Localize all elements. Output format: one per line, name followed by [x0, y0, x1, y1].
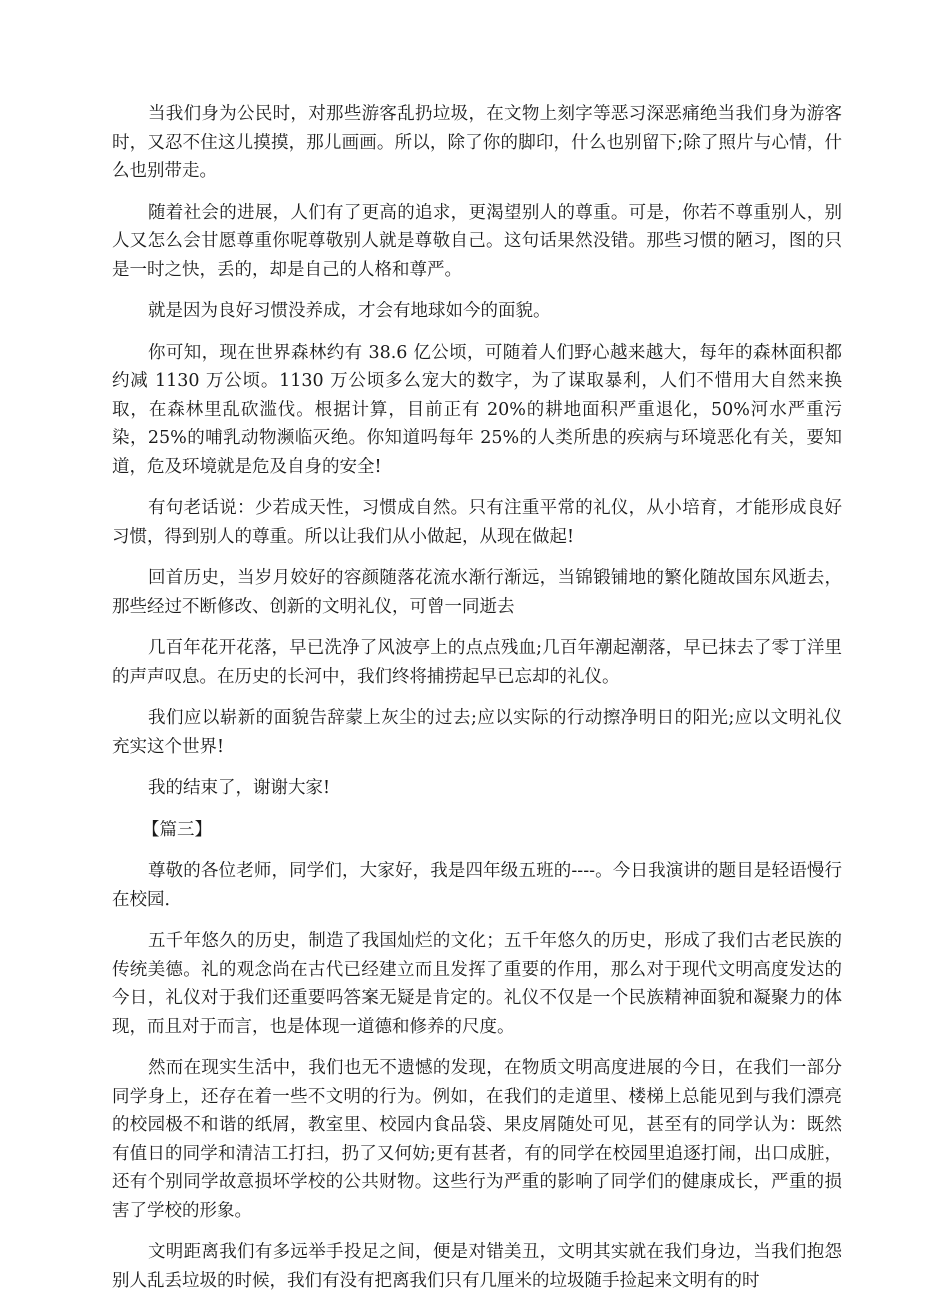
document-page [112, 100, 842, 1308]
paragraph-11: 尊敬的各位老师，同学们，大家好，我是四年级五班的----。今日我演讲的题目是轻语慢行在校园． [112, 861, 842, 910]
paragraph-12: 五千年悠久的历史，制造了我国灿烂的文化；五千年悠久的历史，形成了我们古老民族的传统美德。礼的观念尚在古代已经建立而且发挥了重要的作用，那么对于现代文明高度发达的今日，礼仪对于我们还重要吗答案无疑是肯定的。礼仪不仅是一个民族精神面貌和凝聚力的体现，而且对于而言，也是体现一道德和修养的尺度。 [112, 931, 842, 1037]
paragraph-1: 当我们身为公民时，对那些游客乱扔垃圾，在文物上刻字等恶习深恶痛绝当我们身为游客时，又忍不住这儿摸摸，那儿画画。所以，除了你的脚印，什么也别留下;除了照片与心情，什么也别带走。 [112, 104, 842, 181]
paragraph-5: 有句老话说：少若成天性，习惯成自然。只有注重平常的礼仪，从小培育，才能形成良好习惯，得到别人的尊重。所以让我们从小做起，从现在做起! [112, 498, 842, 547]
paragraph-9: 我的结束了，谢谢大家! [148, 778, 331, 798]
paragraph-14: 文明距离我们有多远举手投足之间，便是对错美丑，文明其实就在我们身边，当我们抱怨别人乱丢垃圾的时候，我们有没有把离我们只有几厘米的垃圾随手捡起来文明有的时 [112, 1242, 842, 1291]
paragraph-2: 随着社会的进展，人们有了更高的追求，更渴望别人的尊重。可是，你若不尊重别人，别人又怎么会甘愿尊重你呢尊敬别人就是尊敬自己。这句话果然没错。那些习惯的陋习，图的只是一时之快，丢的，却是自己的人格和尊严。 [112, 202, 842, 280]
paragraph-3: 就是因为良好习惯没养成，才会有地球如今的面貌。 [148, 301, 551, 321]
paragraph-6: 回首历史，当岁月姣好的容颜随落花流水渐行渐远，当锦锻铺地的繁化随故国东风逝去，那些经过不断修改、创新的文明礼仪，可曾一同逝去 [112, 568, 842, 617]
paragraph-7: 几百年花开花落，早已洗净了风波亭上的点点残血;几百年潮起潮落，早已抹去了零丁洋里的声声叹息。在历史的长河中，我们终将捕捞起早已忘却的礼仪。 [112, 638, 842, 687]
paragraph-13: 然而在现实生活中，我们也无不遗憾的发现，在物质文明高度进展的今日，在我们一部分同学身上，还存在着一些不文明的行为。例如，在我们的走道里、楼梯上总能见到与我们漂亮的校园极不和谐的纸屑，教室里、校园内食品袋、果皮屑随处可见，甚至有的同学认为：既然有值日的同学和清洁工打扫，扔了又何妨;更有甚者，有的同学在校园里追逐打闹，出口成脏，还有个别同学故意损坏学校的公共财物。这些行为严重的影响了同学们的健康成长，严重的损害了学校的形象。 [112, 1058, 842, 1221]
section-heading: 【篇三】 [142, 819, 212, 840]
paragraph-8: 我们应以崭新的面貌告辞蒙上灰尘的过去;应以实际的行动擦净明日的阳光;应以文明礼仪充实这个世界! [112, 708, 842, 757]
paragraph-4: 你可知，现在世界森林约有 38.6 亿公顷，可随着人们野心越来越大，每年的森林面积都约减 1130 万公顷。1130 万公顷多么宠大的数字，为了谋取暴利，人们不惜用大自然来换取，在森林里乱砍滥伐。根据计算，目前正有 20%的耕地面积严重退化，50%河水严重污染，25%的哺乳动物濒临灭绝。你知道吗每年 25%的人类所患的疾病与环境恶化有关，要知道，危及环境就是危及自身的安全! [112, 342, 842, 477]
